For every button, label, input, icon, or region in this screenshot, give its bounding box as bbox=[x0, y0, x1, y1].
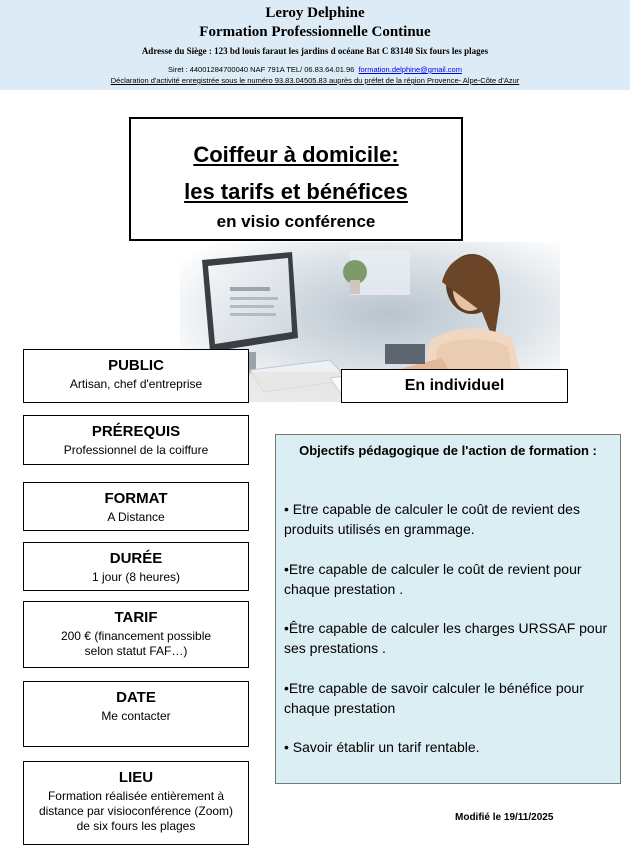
siret-text: Siret : 44001284700040 NAF 791A TEL/ 06.83.64.01.96 bbox=[168, 65, 355, 74]
price-label: TARIF bbox=[114, 609, 158, 626]
location-label: LIEU bbox=[118, 769, 154, 786]
siret-line bbox=[0, 65, 630, 74]
course-title-line1: Coiffeur à domicile: bbox=[193, 142, 399, 167]
public-value: Artisan, chef d'entreprise bbox=[69, 377, 203, 391]
objective-item: •Etre capable de savoir calculer le bénéfice pour chaque prestation bbox=[284, 680, 584, 716]
header-banner bbox=[0, 0, 630, 90]
duration-label: DURÉE bbox=[109, 550, 163, 567]
modified-date: Modifié le 19/11/2025 bbox=[455, 812, 554, 823]
location-value: Formation réalisée entièrement à distance par visioconférence (Zoom) de six fours les plages bbox=[38, 789, 234, 833]
individual-format-box: En individuel bbox=[341, 369, 568, 403]
info-box-date bbox=[23, 681, 249, 747]
date-value: Me contacter bbox=[101, 709, 171, 723]
info-box-prerequisites bbox=[23, 415, 249, 465]
objective-item: • Savoir établir un tarif rentable. bbox=[284, 739, 480, 755]
format-value: A Distance bbox=[107, 510, 165, 524]
organization-name: Formation Professionnelle Continue bbox=[199, 24, 431, 40]
prerequisites-label: PRÉREQUIS bbox=[91, 423, 181, 440]
info-box-price bbox=[23, 601, 249, 668]
head-office-address: Adresse du Siège : 123 bd louis faraut les jardins d océane Bat C 83140 Six fours les plages bbox=[141, 46, 489, 56]
objective-item: •Etre capable de calculer le coût de revient pour chaque prestation . bbox=[284, 561, 582, 597]
info-box-duration bbox=[23, 542, 249, 591]
format-label: FORMAT bbox=[104, 490, 168, 507]
course-title-line2: les tarifs et bénéfices bbox=[184, 179, 408, 204]
objective-item: •Être capable de calculer les charges URSSAF pour ses prestations . bbox=[284, 620, 608, 656]
email-link[interactable]: formation.delphine@gmail.com bbox=[358, 65, 462, 74]
info-box-public bbox=[23, 349, 249, 403]
date-label: DATE bbox=[116, 689, 156, 706]
public-label: PUBLIC bbox=[108, 357, 164, 374]
objectives-title: Objectifs pédagogique de l'action de formation : bbox=[299, 443, 597, 458]
info-box-location bbox=[23, 761, 249, 845]
duration-value: 1 jour (8 heures) bbox=[91, 570, 181, 584]
price-value: 200 € (financement possible selon statut FAF…) bbox=[60, 629, 212, 658]
trainer-name: Leroy Delphine bbox=[265, 5, 365, 21]
course-title-box bbox=[129, 117, 463, 241]
prerequisites-value: Professionnel de la coiffure bbox=[63, 443, 209, 457]
declaration-line: Déclaration d'activité enregistrée sous le numéro 93.83.04505.83 auprès du préfet de la région Provence- Alpe-Côte d'Azur bbox=[110, 76, 520, 85]
objective-item: • Etre capable de calculer le coût de revient des produits utilisés en grammage. bbox=[284, 501, 580, 537]
info-box-format bbox=[23, 482, 249, 531]
course-title-line3: en visio conférence bbox=[216, 212, 376, 231]
objectives-box bbox=[275, 434, 621, 784]
